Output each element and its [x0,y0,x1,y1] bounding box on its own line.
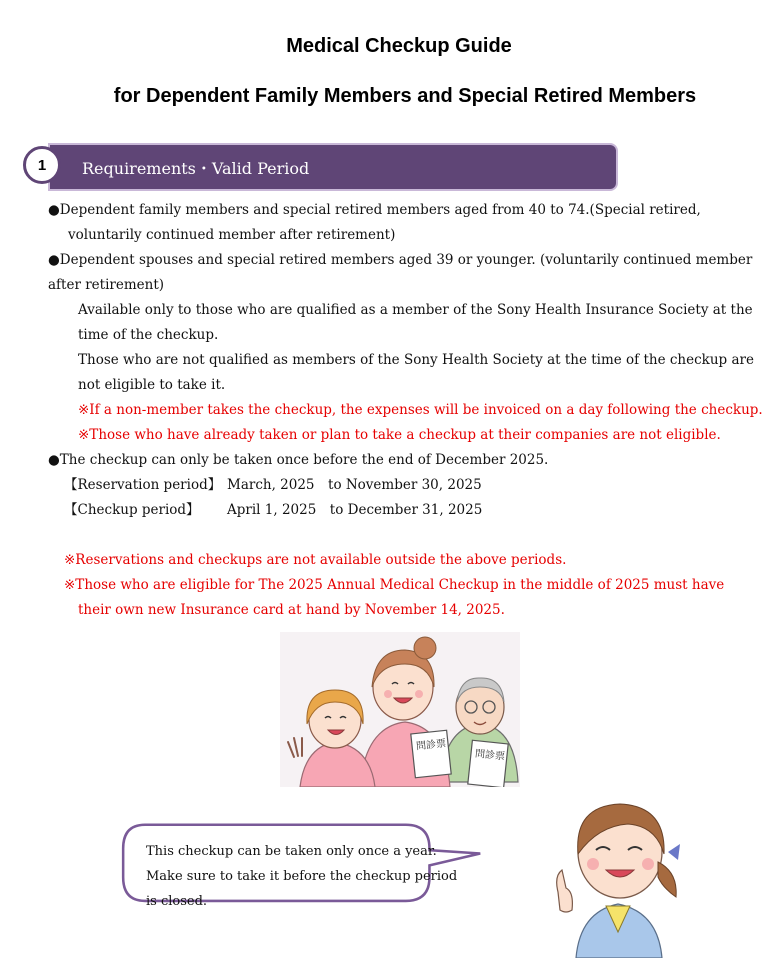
notice-insurance-card-cont: their own new Insurance card at hand by November 14, 2025. [78,602,505,618]
form-label-2: 問診票 [474,748,506,763]
requirement-bullet-1: ●Dependent family members and special retired members aged from 40 to 74.(Special retired, [48,202,701,218]
notice-insurance-card: ※Those who are eligible for The 2025 Annual Medical Checkup in the middle of 2025 must have [64,577,725,593]
warning-non-member: ※If a non-member takes the checkup, the expenses will be invoiced on a day following the checkup. [78,402,763,418]
page-title: Medical Checkup Guide [286,35,512,57]
requirement-bullet-1-cont: voluntarily continued member after retirement) [68,227,396,243]
reservation-period-label: 【Reservation period】 [64,477,222,493]
checkup-period-label: 【Checkup period】 [64,502,200,518]
page-subtitle: for Dependent Family Members and Special Retired Members [113,85,697,107]
section-number-badge: 1 [23,146,61,184]
requirement-bullet-2: ●Dependent spouses and special retired members aged 39 or younger. (voluntarily continued member [48,252,753,268]
speech-line-2: Make sure to take it before the checkup period [146,869,458,884]
notice-outside-period: ※Reservations and checkups are not available outside the above periods. [64,552,567,568]
form-label-1: 問診票 [415,738,447,753]
section-header-label: Requirements・Valid Period [82,159,310,178]
checkup-period-value: April 1, 2025 to December 31, 2025 [227,502,483,518]
reservation-period-value: March, 2025 to November 30, 2025 [227,477,482,493]
qualification-note-2-cont: not eligible to take it. [78,377,226,393]
qualification-note-2: Those who are not qualified as members of the Sony Health Society at the time of the checkup are [78,352,754,368]
warning-company-checkup: ※Those who have already taken or plan to take a checkup at their companies are not eligible. [78,427,721,443]
family-illustration [280,632,520,787]
speech-line-1: This checkup can be taken only once a year. [146,844,437,859]
qualification-note-1-cont: time of the checkup. [78,327,219,343]
requirement-bullet-3: ●The checkup can only be taken once before the end of December 2025. [48,452,549,468]
qualification-note-1: Available only to those who are qualified as a member of the Sony Health Insurance Society at the [78,302,753,318]
speech-line-3: is closed. [146,894,208,909]
staff-woman-illustration [548,792,688,958]
speech-bubble-text [146,839,464,914]
requirement-bullet-2-cont: after retirement) [48,277,165,293]
